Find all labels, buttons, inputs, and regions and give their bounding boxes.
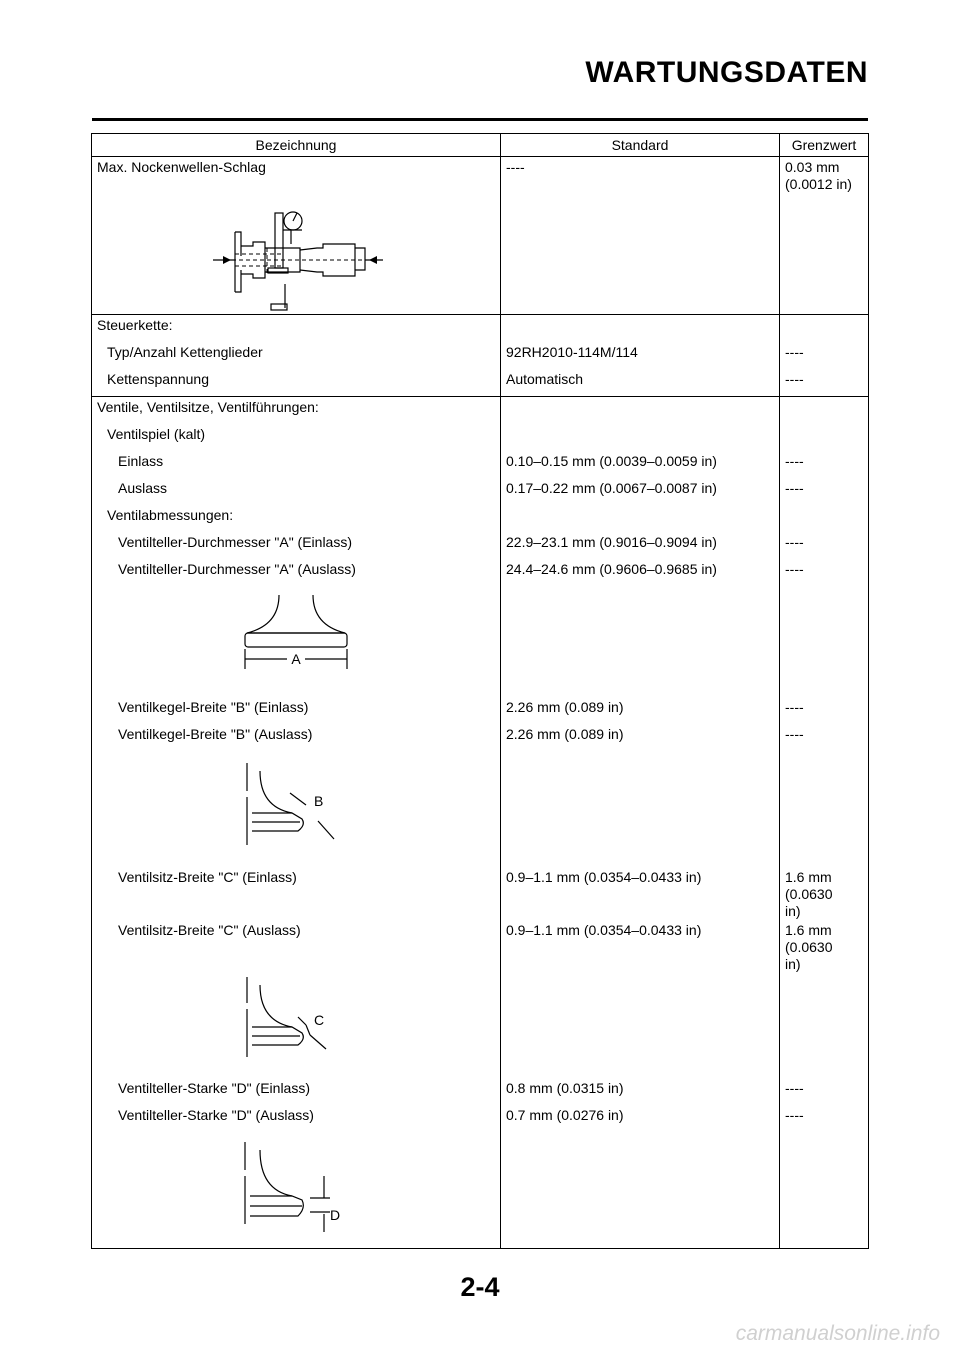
table-row bbox=[92, 157, 869, 194]
row-limit: ---- bbox=[780, 478, 869, 505]
table-row bbox=[92, 315, 869, 343]
camshaft-runout-figure bbox=[205, 196, 385, 311]
table-row bbox=[92, 451, 869, 478]
page-title: WARTUNGSDATEN bbox=[585, 56, 868, 89]
table-row bbox=[92, 559, 869, 586]
row-label: Ventilabmessungen: bbox=[92, 505, 501, 532]
column-header-limit: Grenzwert bbox=[780, 134, 869, 157]
table-row bbox=[92, 1105, 869, 1132]
table-row bbox=[92, 1078, 869, 1105]
row-limit: 1.6 mm (0.0630 in) bbox=[780, 867, 869, 920]
table-row bbox=[92, 342, 869, 369]
valve-head-diameter-figure bbox=[237, 593, 357, 673]
row-label: Max. Nockenwellen-Schlag bbox=[92, 157, 501, 194]
row-limit: ---- bbox=[780, 451, 869, 478]
table-row bbox=[92, 697, 869, 724]
row-limit: ---- bbox=[780, 369, 869, 397]
row-standard: 92RH2010-114M/114 bbox=[501, 342, 780, 369]
row-label: Ventilteller-Starke "D" (Auslass) bbox=[92, 1105, 501, 1132]
row-standard: 2.26 mm (0.089 in) bbox=[501, 697, 780, 724]
row-label: Ventilkegel-Breite "B" (Einlass) bbox=[92, 697, 501, 724]
table-row bbox=[92, 920, 869, 973]
dimension-label-c: C bbox=[314, 1012, 325, 1028]
table-row bbox=[92, 532, 869, 559]
row-label: Ventilteller-Durchmesser "A" (Auslass) bbox=[92, 559, 501, 586]
row-standard: Automatisch bbox=[501, 369, 780, 397]
row-standard: 22.9–23.1 mm (0.9016–0.9094 in) bbox=[501, 532, 780, 559]
row-limit: ---- bbox=[780, 1105, 869, 1132]
row-limit: 1.6 mm (0.0630 in) bbox=[780, 920, 869, 973]
dimension-label-d: D bbox=[330, 1207, 341, 1223]
page-number: 2-4 bbox=[460, 1272, 500, 1302]
row-limit: 0.03 mm (0.0012 in) bbox=[780, 157, 869, 194]
row-standard: 0.9–1.1 mm (0.0354–0.0433 in) bbox=[501, 920, 780, 973]
table-row bbox=[92, 478, 869, 505]
row-standard: 0.8 mm (0.0315 in) bbox=[501, 1078, 780, 1105]
row-label: Ventilkegel-Breite "B" (Auslass) bbox=[92, 724, 501, 751]
row-label: Einlass bbox=[92, 451, 501, 478]
row-label: Ventilsitz-Breite "C" (Einlass) bbox=[92, 867, 501, 920]
valve-seat-width-figure bbox=[242, 975, 342, 1063]
table-row bbox=[92, 505, 869, 532]
valve-face-width-figure bbox=[242, 761, 342, 851]
row-label: Ventilteller-Durchmesser "A" (Einlass) bbox=[92, 532, 501, 559]
column-header-designation: Bezeichnung bbox=[92, 134, 501, 157]
row-standard: 0.17–0.22 mm (0.0067–0.0087 in) bbox=[501, 478, 780, 505]
table-row bbox=[92, 724, 869, 751]
row-standard: 0.10–0.15 mm (0.0039–0.0059 in) bbox=[501, 451, 780, 478]
row-standard: 2.26 mm (0.089 in) bbox=[501, 724, 780, 751]
row-label: Kettenspannung bbox=[92, 369, 501, 397]
figure-row-valve-d bbox=[92, 1132, 869, 1249]
row-label: Auslass bbox=[92, 478, 501, 505]
column-header-standard: Standard bbox=[501, 134, 780, 157]
figure-row-valve-c bbox=[92, 973, 869, 1078]
row-standard: ---- bbox=[501, 157, 780, 194]
figure-row-valve-a bbox=[92, 586, 869, 697]
row-limit: ---- bbox=[780, 724, 869, 751]
table-row bbox=[92, 369, 869, 397]
row-limit: ---- bbox=[780, 342, 869, 369]
valve-margin-thickness-figure bbox=[240, 1140, 350, 1235]
dimension-label-a: A bbox=[291, 651, 301, 667]
table-row bbox=[92, 867, 869, 920]
row-label: Ventilspiel (kalt) bbox=[92, 424, 501, 451]
table-row bbox=[92, 397, 869, 425]
row-limit: ---- bbox=[780, 559, 869, 586]
row-label: Steuerkette: bbox=[92, 315, 501, 343]
figure-row-valve-b bbox=[92, 751, 869, 867]
row-label: Ventilteller-Starke "D" (Einlass) bbox=[92, 1078, 501, 1105]
row-standard: 0.7 mm (0.0276 in) bbox=[501, 1105, 780, 1132]
dimension-label-b: B bbox=[314, 793, 324, 809]
table-header-row bbox=[92, 134, 869, 157]
row-limit: ---- bbox=[780, 697, 869, 724]
row-label: Ventile, Ventilsitze, Ventilführungen: bbox=[92, 397, 501, 425]
row-limit: ---- bbox=[780, 532, 869, 559]
maintenance-data-table bbox=[91, 133, 869, 1249]
row-standard: 24.4–24.6 mm (0.9606–0.9685 in) bbox=[501, 559, 780, 586]
row-label: Typ/Anzahl Kettenglieder bbox=[92, 342, 501, 369]
table-row bbox=[92, 424, 869, 451]
row-label: Ventilsitz-Breite "C" (Auslass) bbox=[92, 920, 501, 973]
title-rule bbox=[92, 118, 868, 121]
row-limit: ---- bbox=[780, 1078, 869, 1105]
watermark: carmanualsonline.info bbox=[735, 1322, 940, 1345]
figure-row-camshaft bbox=[92, 193, 869, 315]
row-standard: 0.9–1.1 mm (0.0354–0.0433 in) bbox=[501, 867, 780, 920]
